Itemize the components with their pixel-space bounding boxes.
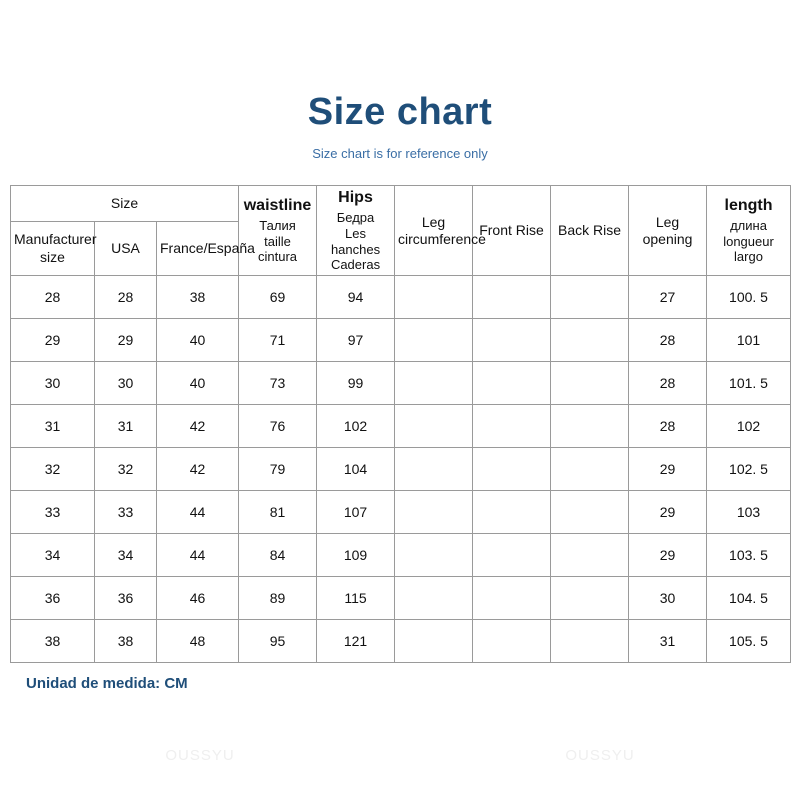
cell-leg-opening: 29 bbox=[629, 491, 707, 534]
cell-back-rise bbox=[551, 276, 629, 319]
cell-leg-circumference bbox=[395, 491, 473, 534]
cell-length: 105. 5 bbox=[707, 620, 791, 663]
cell-front-rise bbox=[473, 491, 551, 534]
cell-usa: 29 bbox=[95, 319, 157, 362]
cell-length: 101 bbox=[707, 319, 791, 362]
table-header-row-1 bbox=[11, 185, 791, 221]
header-usa: USA bbox=[95, 221, 157, 275]
cell-waistline: 84 bbox=[239, 534, 317, 577]
page-subtitle: Size chart is for reference only bbox=[312, 145, 488, 161]
cell-waistline: 73 bbox=[239, 362, 317, 405]
cell-mfr: 28 bbox=[11, 276, 95, 319]
header-france-espana: France/España bbox=[157, 221, 239, 275]
header-leg-opening: Leg opening bbox=[629, 185, 707, 275]
cell-usa: 38 bbox=[95, 620, 157, 663]
table-row bbox=[11, 491, 791, 534]
cell-waistline: 81 bbox=[239, 491, 317, 534]
cell-front-rise bbox=[473, 448, 551, 491]
header-waistline-sub: Талия taille cintura bbox=[258, 217, 298, 265]
cell-back-rise bbox=[551, 448, 629, 491]
watermark-row bbox=[0, 747, 800, 764]
cell-mfr: 34 bbox=[11, 534, 95, 577]
size-table bbox=[10, 185, 791, 663]
cell-leg-circumference bbox=[395, 620, 473, 663]
cell-leg-opening: 31 bbox=[629, 620, 707, 663]
cell-mfr: 33 bbox=[11, 491, 95, 534]
cell-front-rise bbox=[473, 577, 551, 620]
cell-france: 48 bbox=[157, 620, 239, 663]
cell-usa: 36 bbox=[95, 577, 157, 620]
cell-leg-opening: 29 bbox=[629, 534, 707, 577]
cell-leg-opening: 29 bbox=[629, 448, 707, 491]
cell-back-rise bbox=[551, 405, 629, 448]
cell-back-rise bbox=[551, 577, 629, 620]
cell-front-rise bbox=[473, 620, 551, 663]
header-length bbox=[707, 185, 791, 275]
table-row bbox=[11, 448, 791, 491]
cell-usa: 33 bbox=[95, 491, 157, 534]
cell-back-rise bbox=[551, 491, 629, 534]
cell-usa: 34 bbox=[95, 534, 157, 577]
cell-leg-circumference bbox=[395, 362, 473, 405]
page-title: Size chart bbox=[307, 91, 493, 133]
cell-leg-circumference bbox=[395, 448, 473, 491]
cell-mfr: 38 bbox=[11, 620, 95, 663]
cell-usa: 32 bbox=[95, 448, 157, 491]
cell-usa: 28 bbox=[95, 276, 157, 319]
cell-leg-circumference bbox=[395, 577, 473, 620]
header-waistline-label: waistline bbox=[243, 196, 312, 214]
cell-hips: 99 bbox=[317, 362, 395, 405]
cell-france: 44 bbox=[157, 491, 239, 534]
cell-mfr: 32 bbox=[11, 448, 95, 491]
cell-mfr: 30 bbox=[11, 362, 95, 405]
cell-front-rise bbox=[473, 362, 551, 405]
size-table-head bbox=[11, 185, 791, 275]
table-row bbox=[11, 577, 791, 620]
unit-note: Unidad de medida: CM bbox=[26, 675, 188, 693]
cell-leg-circumference bbox=[395, 319, 473, 362]
cell-length: 103. 5 bbox=[707, 534, 791, 577]
cell-mfr: 31 bbox=[11, 405, 95, 448]
cell-hips: 97 bbox=[317, 319, 395, 362]
cell-france: 40 bbox=[157, 319, 239, 362]
header-hips-sub: Бедра Les hanches Caderas bbox=[330, 209, 381, 273]
cell-front-rise bbox=[473, 405, 551, 448]
page-header bbox=[0, 0, 800, 161]
cell-hips: 107 bbox=[317, 491, 395, 534]
cell-leg-opening: 28 bbox=[629, 362, 707, 405]
cell-leg-circumference bbox=[395, 534, 473, 577]
cell-length: 102 bbox=[707, 405, 791, 448]
cell-front-rise bbox=[473, 276, 551, 319]
header-leg-circumference: Leg circumference bbox=[395, 185, 473, 275]
size-table-body bbox=[11, 276, 791, 663]
table-row bbox=[11, 362, 791, 405]
header-back-rise: Back Rise bbox=[551, 185, 629, 275]
cell-hips: 109 bbox=[317, 534, 395, 577]
cell-waistline: 69 bbox=[239, 276, 317, 319]
cell-waistline: 89 bbox=[239, 577, 317, 620]
cell-mfr: 29 bbox=[11, 319, 95, 362]
cell-leg-circumference bbox=[395, 405, 473, 448]
watermark-right: OUSSYU bbox=[565, 747, 635, 764]
cell-front-rise bbox=[473, 319, 551, 362]
cell-hips: 102 bbox=[317, 405, 395, 448]
cell-france: 40 bbox=[157, 362, 239, 405]
cell-hips: 94 bbox=[317, 276, 395, 319]
header-front-rise: Front Rise bbox=[473, 185, 551, 275]
cell-waistline: 71 bbox=[239, 319, 317, 362]
cell-back-rise bbox=[551, 534, 629, 577]
table-row bbox=[11, 319, 791, 362]
cell-france: 42 bbox=[157, 448, 239, 491]
cell-back-rise bbox=[551, 620, 629, 663]
watermark-left: OUSSYU bbox=[165, 747, 235, 764]
table-row bbox=[11, 405, 791, 448]
table-row bbox=[11, 276, 791, 319]
cell-france: 46 bbox=[157, 577, 239, 620]
cell-back-rise bbox=[551, 362, 629, 405]
header-manufacturer-size: Manufacturer size bbox=[11, 221, 95, 275]
cell-hips: 121 bbox=[317, 620, 395, 663]
header-size-group: Size bbox=[11, 185, 239, 221]
cell-leg-opening: 27 bbox=[629, 276, 707, 319]
cell-leg-opening: 28 bbox=[629, 405, 707, 448]
cell-waistline: 76 bbox=[239, 405, 317, 448]
table-row bbox=[11, 620, 791, 663]
cell-back-rise bbox=[551, 319, 629, 362]
header-length-sub: длина longueur largo bbox=[723, 217, 774, 265]
header-hips-label: Hips bbox=[338, 188, 373, 206]
cell-hips: 104 bbox=[317, 448, 395, 491]
cell-france: 44 bbox=[157, 534, 239, 577]
header-waistline bbox=[239, 185, 317, 275]
cell-leg-opening: 28 bbox=[629, 319, 707, 362]
cell-length: 101. 5 bbox=[707, 362, 791, 405]
cell-waistline: 79 bbox=[239, 448, 317, 491]
cell-leg-opening: 30 bbox=[629, 577, 707, 620]
cell-france: 42 bbox=[157, 405, 239, 448]
cell-length: 103 bbox=[707, 491, 791, 534]
cell-length: 100. 5 bbox=[707, 276, 791, 319]
cell-leg-circumference bbox=[395, 276, 473, 319]
size-table-wrapper bbox=[10, 185, 790, 692]
cell-front-rise bbox=[473, 534, 551, 577]
cell-waistline: 95 bbox=[239, 620, 317, 663]
table-row bbox=[11, 534, 791, 577]
cell-france: 38 bbox=[157, 276, 239, 319]
cell-mfr: 36 bbox=[11, 577, 95, 620]
header-hips bbox=[317, 185, 395, 275]
cell-hips: 115 bbox=[317, 577, 395, 620]
cell-length: 102. 5 bbox=[707, 448, 791, 491]
header-length-label: length bbox=[724, 196, 773, 214]
cell-length: 104. 5 bbox=[707, 577, 791, 620]
cell-usa: 30 bbox=[95, 362, 157, 405]
cell-usa: 31 bbox=[95, 405, 157, 448]
